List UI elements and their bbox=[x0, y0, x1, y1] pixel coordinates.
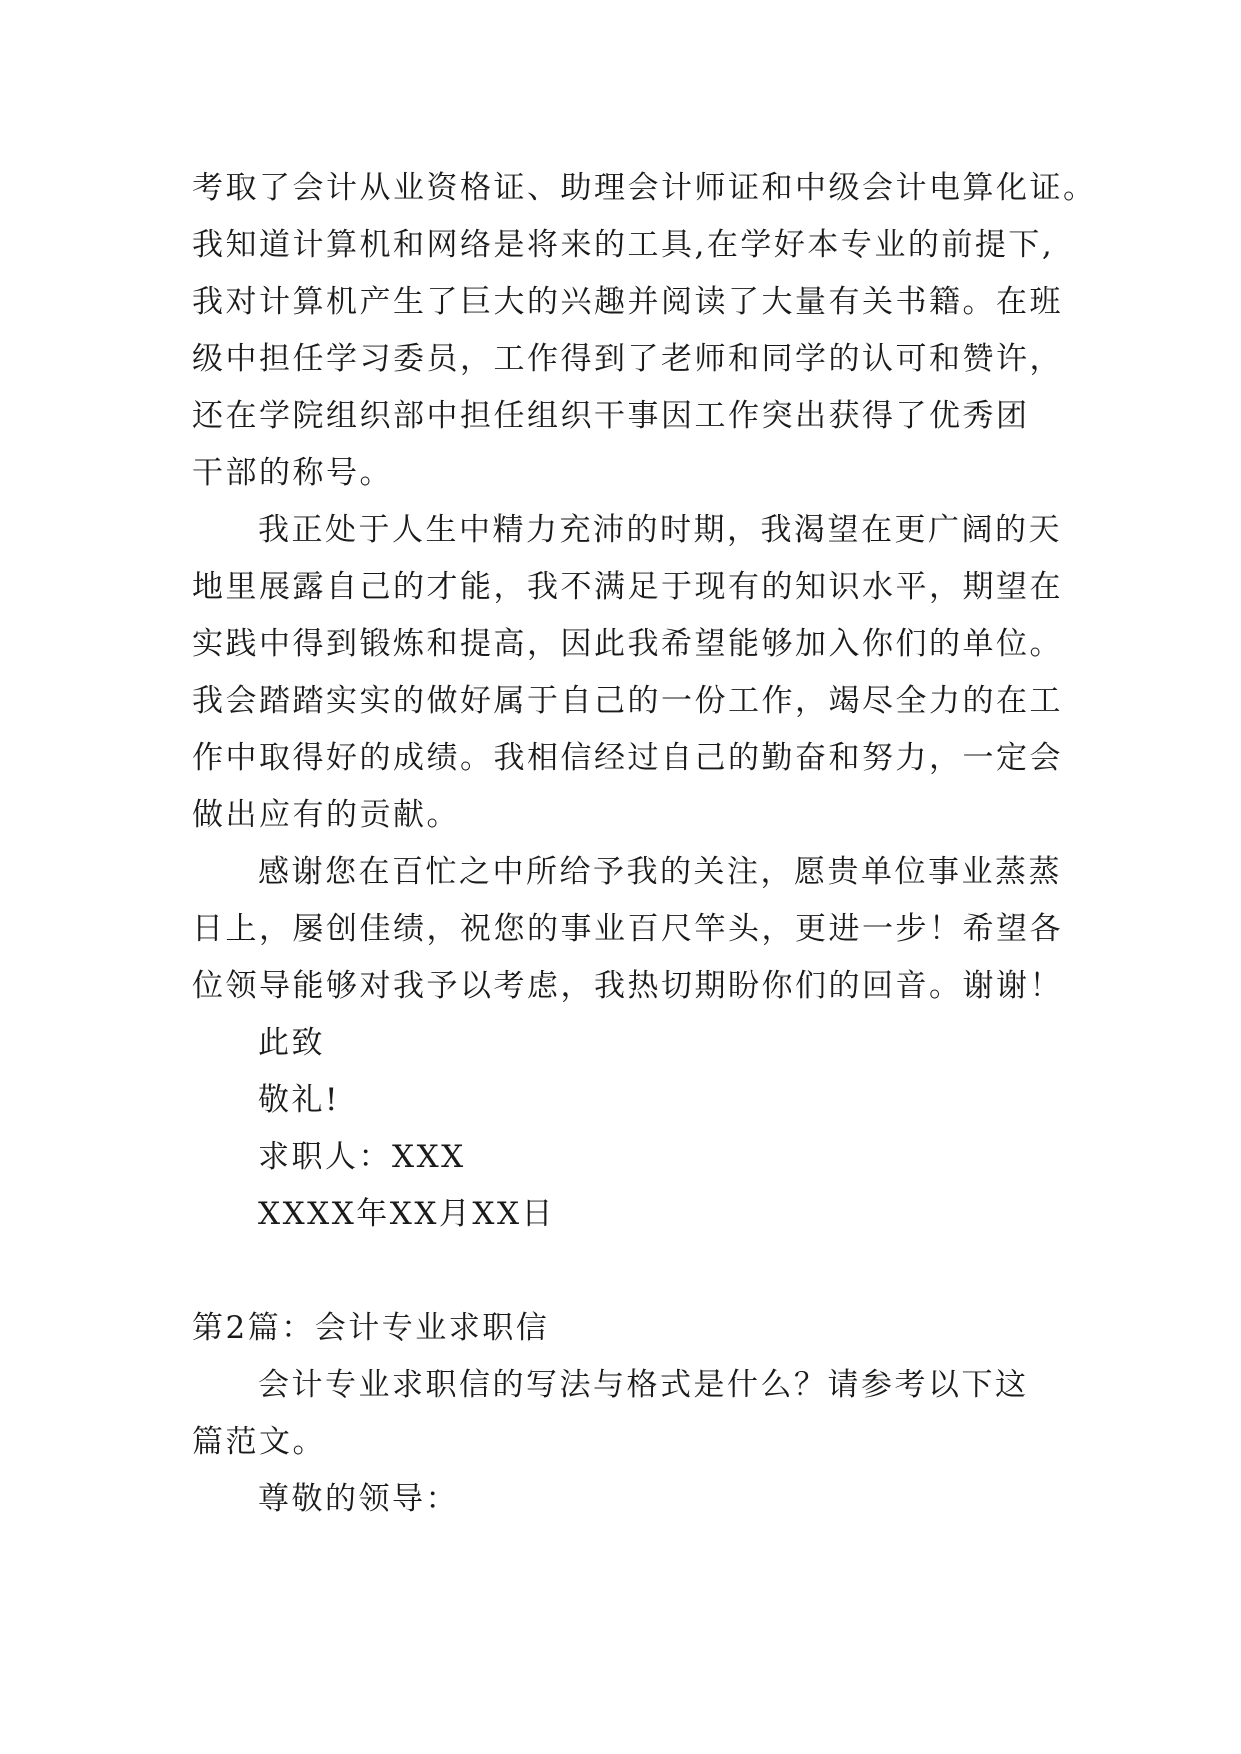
body-line-14: 日上，屡创佳绩，祝您的事业百尺竿头，更进一步！希望各 bbox=[192, 911, 1063, 947]
paragraph-start-line: 会计专业求职信的写法与格式是什么？请参考以下这 bbox=[258, 1367, 1029, 1403]
body-line-3: 我对计算机产生了巨大的兴趣并阅读了大量有关书籍。在班 bbox=[192, 284, 1063, 320]
body-line-1: 考取了会计从业资格证、助理会计师证和中级会计电算化证。 bbox=[192, 170, 1097, 206]
signature-name: 求职人：XXX bbox=[258, 1139, 466, 1175]
body-line-8: 地里展露自己的才能，我不满足于现有的知识水平，期望在 bbox=[192, 569, 1063, 605]
body-line-22: 篇范文。 bbox=[192, 1424, 326, 1460]
paragraph-start-line: 我正处于人生中精力充沛的时期，我渴望在更广阔的天 bbox=[258, 512, 1062, 548]
body-line-9: 实践中得到锻炼和提高，因此我希望能够加入你们的单位。 bbox=[192, 626, 1063, 662]
section-heading: 第2篇：会计专业求职信 bbox=[192, 1310, 550, 1346]
signature-date: XXXX年XX月XX日 bbox=[258, 1196, 556, 1232]
closing-regards: 敬礼! bbox=[258, 1082, 340, 1118]
letter-greeting: 尊敬的领导： bbox=[258, 1481, 459, 1517]
closing-salutation: 此致 bbox=[258, 1025, 325, 1061]
body-line-12: 做出应有的贡献。 bbox=[192, 797, 460, 833]
body-line-2: 我知道计算机和网络是将来的工具,在学好本专业的前提下, bbox=[192, 227, 1055, 263]
body-line-10: 我会踏踏实实的做好属于自己的一份工作，竭尽全力的在工 bbox=[192, 683, 1063, 719]
body-line-6: 干部的称号。 bbox=[192, 455, 393, 491]
paragraph-start-line: 感谢您在百忙之中所给予我的关注，愿贵单位事业蒸蒸 bbox=[258, 854, 1062, 890]
body-line-5: 还在学院组织部中担任组织干事因工作突出获得了优秀团 bbox=[192, 398, 1030, 434]
body-line-15: 位领导能够对我予以考虑，我热切期盼你们的回音。谢谢！ bbox=[192, 968, 1063, 1004]
body-line-4: 级中担任学习委员，工作得到了老师和同学的认可和赞许， bbox=[192, 341, 1063, 377]
body-line-11: 作中取得好的成绩。我相信经过自己的勤奋和努力，一定会 bbox=[192, 740, 1063, 776]
